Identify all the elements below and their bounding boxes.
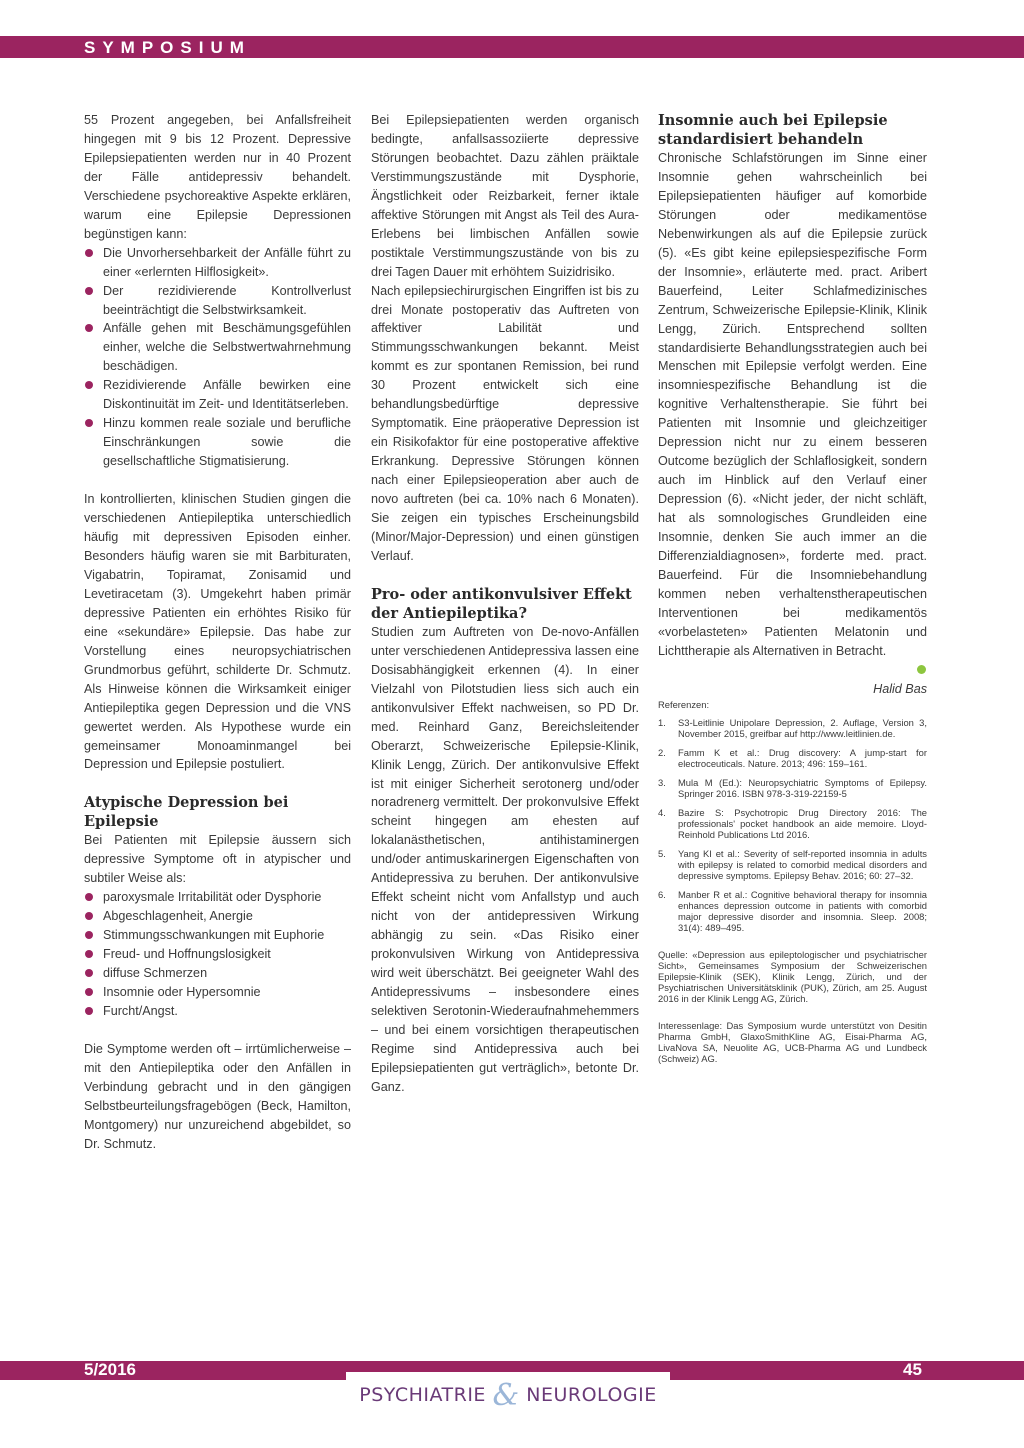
column-1 xyxy=(84,111,351,1154)
list-item: Rezidivierende Anfälle bewirken eine Diskontinuität im Zeit- und Identitätserleben. xyxy=(84,376,351,414)
column-2 xyxy=(371,111,639,1097)
conflict-note: Interessenlage: Das Symposium wurde unterstützt von Desitin Pharma GmbH, GlaxoSmithKline AG, Eisai-Pharma AG, LivaNova SA, Neuolite AG, UCB-Pharma AG und Lundbeck (Schweiz) AG. xyxy=(658,1019,927,1064)
list-item: Der rezidivierende Kontrollverlust beeinträchtigt die Selbstwirksamkeit. xyxy=(84,282,351,320)
section-heading: Atypische Depression bei Epilepsie xyxy=(84,794,289,831)
section-heading: Insomnie auch bei Epilepsie standardisiert behandeln xyxy=(658,112,888,148)
paragraph: Die Symptome werden oft – irrtümlicherweise – mit den Antiepileptika oder den Anfällen in Verbindung gebracht und in den gängigen Selbstbeurteilungsfragebögen (Beck, Hamilton, Montgomery) nur unzureichend abgebildet, so Dr. Schmutz. xyxy=(84,1041,351,1151)
list-item: Die Unvorhersehbarkeit der Anfälle führt zu einer «erlernten Hilflosigkeit». xyxy=(84,244,351,282)
list-item: diffuse Schmerzen xyxy=(84,964,351,983)
list-item: Insomnie oder Hypersomnie xyxy=(84,983,351,1002)
paragraph: 55 Prozent angegeben, bei Anfallsfreiheit hingegen mit 9 bis 12 Prozent. Depressive Epilepsiepatienten werden nur in 40 Prozent der Fälle antidepressiv behandelt. Verschiedene psychoreaktive Aspekte erklären, warum eine Epilepsie Depressionen begünstigen kann: xyxy=(84,113,351,241)
reference-item: 6. Manber R et al.: Cognitive behavioral therapy for insomnia enhances depression outcome in patients with comorbid major depressive disorder and insomnia. Sleep. 2008; 31(4): 489–495. xyxy=(658,888,927,933)
source-note: Quelle: «Depression aus epileptologischer und psychiatrischer Sicht», Gemeinsames Symposium der Schweizerischen Epilepsie-Klinik (SEK), Klinik Lengg, Zürich, und der Psychiatrischen Universitätsklinik (PUK), Zürich, am 25. August 2016 in der Klinik Lengg AG, Zürich. xyxy=(658,948,927,1004)
references-list xyxy=(658,717,927,933)
logo-ampersand: & xyxy=(492,1378,520,1413)
paragraph: Studien zum Auftreten von De-novo-Anfällen unter verschiedenen Antidepressiva lassen eine Dosisabhängigkeit erkennen (4). In einer Vielzahl von Pilotstudien liess sich auch ein antikonvulsiver Effekt nachweisen, so PD Dr. med. Reinhard Ganz, Bereichsleitender Oberarzt, Schweizerische Epilepsie-Klinik, Klinik Lengg, Zürich. Der antikonvulsive Effekt ist mit einiger Sicherheit serotonerg und/oder noradrenerg vermittelt. Der prokonvulsive Effekt scheint hingegen am ehesten auf lokalanästhetischen, antihistaminergen und/oder antimuskarinergen Eigenschaften von Antidepressiva zu beruhen. Der antikonvulsive Effekt scheint nicht vom Anfallstyp und auch nicht von der antidepressiven Wirkung abhängig zu sein. «Das Risiko einer prokonvulsiven Wirkung von Antidepressiva wird weit überschätzt. Bei geeigneter Wahl des Antidepressivums – insbesondere eines selektiven Serotonin-Wiederaufnahmehemmers – und bei einem vorsichtigen therapeutischen Regime sind Antidepressiva auch bei Epilepsiepatienten gut verträglich», betonte Dr. Ganz. xyxy=(371,624,639,1094)
paragraph: Nach epilepsiechirurgischen Eingriffen ist bis zu drei Monate postoperativ das Auftreten von affektiver Labilität und Stimmungsschwankungen bekannt. Meist kommt es zur spontanen Remission, bei rund 30 Prozent entwickelt sich eine behandlungsbedürftige depressive Symptomatik. Eine präoperative Depression ist ein Risikofaktor für eine postoperative affektive Erkrankung. Depressive Störungen können nach einer Epilepsieoperation aber auch de novo auftreten (bei ca. 10% nach 6 Monaten). Sie zeigen ein typisches Erscheinungsbild (Minor/Major-Depression) und einen günstigen Verlauf. xyxy=(371,283,639,563)
logo-text-right: NEUROLOGIE xyxy=(526,1384,657,1406)
list-item: Furcht/Angst. xyxy=(84,1002,351,1021)
reference-item: 2. Famm K et al.: Drug discovery: A jump-start for electroceuticals. Nature. 2013; 496: 159–161. xyxy=(658,746,927,769)
paragraph: Bei Epilepsiepatienten werden organisch bedingte, anfallsassoziierte depressive Störungen beobachtet. Dazu zählen präiktale Verstimmungszustände mit Dysphorie, Ängstlichkeit oder Reizbarkeit, ferner iktale affektive Störungen mit Angst als Teil des Aura-Erlebens bei limbischen Anfällen sowie postiktale Verstimmungszustände von bis zu drei Tagen Dauer mit erhöhtem Suizidrisiko. xyxy=(371,113,639,279)
bullet-list xyxy=(84,888,351,1021)
paragraph: In kontrollierten, klinischen Studien gingen die verschiedenen Antiepileptika unterschiedlich häufig mit depressiven Episoden einher. Besonders häufig waren sie mit Barbituraten, Vigabatrin, Topiramat, Zonisamid und Levetiracetam (3). Umgekehrt haben primär depressive Patienten ein erhöhtes Risiko für eine «sekundäre» Epilepsie. Das habe zur Vorstellung eines neuropsychiatrischen Grundmorbus geführt, schilderte Dr. Schmutz. Als Hinweise können die Wirksamkeit einiger Antiepileptika gegen Depression und die VNS gewertet werden. Als Hypothese wurde ein gemeinsamer Monoaminmangel bei Depression und Epilepsie postuliert. xyxy=(84,492,351,772)
page-number: 45 xyxy=(903,1360,922,1379)
column-3 xyxy=(658,111,927,1064)
paragraph: Chronische Schlafstörungen im Sinne einer Insomnie gehen wahrscheinlich bei Epilepsiepatienten häufiger auf komorbide Störungen oder medikamentöse Nebenwirkungen als auf die Epilepsie zurück (5). «Es gibt keine epilepsiespezifische Form der Insomnie», erläuterte med. pract. Aribert Bauerfeind, Leiter Schlafmedizinisches Zentrum, Schweizerische Epilepsie-Klinik, Klinik Lengg, Zürich. Entsprechend sollten standardisierte Behandlungsstrategien auch bei Menschen mit Epilepsie verfolgt werden. Eine insomniespezifische Behandlung ist die kognitive Verhaltenstherapie. Sie führt bei Patienten mit Insomnie und gleichzeitiger Depression nicht nur zu einem besseren Outcome bezüglich der Schlaflosigkeit, sondern auch im Hinblick auf den Verlauf einer Depression (6). «Nicht jeder, der nicht schläft, hat als somnologisches Grundleiden eine Insomnie, denken Sie auch immer an die Differenzialdiagnosen», forderte med. pract. Bauerfeind. Für die Insomniebehandlung kommen neben verhaltenstherapeutischen Interventionen bei medikamentös «vorbelasteten» Patienten Melatonin und Lichttherapie als Alternativen in Betracht. xyxy=(658,151,927,658)
end-dot-icon xyxy=(917,665,926,674)
author: Halid Bas xyxy=(873,681,927,696)
list-item: Anfälle gehen mit Beschämungsgefühlen einher, welche die Selbstwertwahrnehmung beschädigen. xyxy=(84,319,351,376)
list-item: Stimmungsschwankungen mit Euphorie xyxy=(84,926,351,945)
section-heading: Pro- oder antikonvulsiver Effekt der Antiepileptika? xyxy=(371,585,632,622)
logo-text-left: PSYCHIATRIE xyxy=(359,1384,486,1406)
section-label: SYMPOSIUM xyxy=(84,38,251,57)
list-item: Freud- und Hoffnungslosigkeit xyxy=(84,945,351,964)
bullet-list xyxy=(84,244,351,471)
list-item: paroxysmale Irritabilität oder Dysphorie xyxy=(84,888,351,907)
issue-number: 5/2016 xyxy=(84,1360,136,1379)
list-item: Hinzu kommen reale soziale und berufliche Einschränkungen sowie die gesellschaftliche Stigmatisierung. xyxy=(84,414,351,471)
reference-item: 3. Mula M (Ed.): Neuropsychiatric Symptoms of Epilepsy. Springer 2016. ISBN 978-3-319-22159-5 xyxy=(658,776,927,799)
reference-item: 1. S3-Leitlinie Unipolare Depression, 2. Auflage, Version 3, November 2015, greifbar auf http://www.leitlinien.de. xyxy=(658,716,927,739)
journal-logo xyxy=(346,1380,670,1414)
references-title: Referenzen: xyxy=(658,698,710,710)
reference-item: 5. Yang KI et al.: Severity of self-reported insomnia in adults with epilepsy is related to comorbid medical disorders and depressive symptoms. Epilepsy Behav. 2016; 60: 27–32. xyxy=(658,847,927,881)
list-item: Abgeschlagenheit, Anergie xyxy=(84,907,351,926)
end-marker xyxy=(658,661,927,680)
paragraph: Bei Patienten mit Epilepsie äussern sich depressive Symptome oft in atypischer und subtiler Weise als: xyxy=(84,833,351,886)
reference-item: 4. Bazire S: Psychotropic Drug Directory 2016: The professionals' pocket handbook an aide memoire. Lloyd-Reinhold Publications Ltd 2016. xyxy=(658,806,927,840)
